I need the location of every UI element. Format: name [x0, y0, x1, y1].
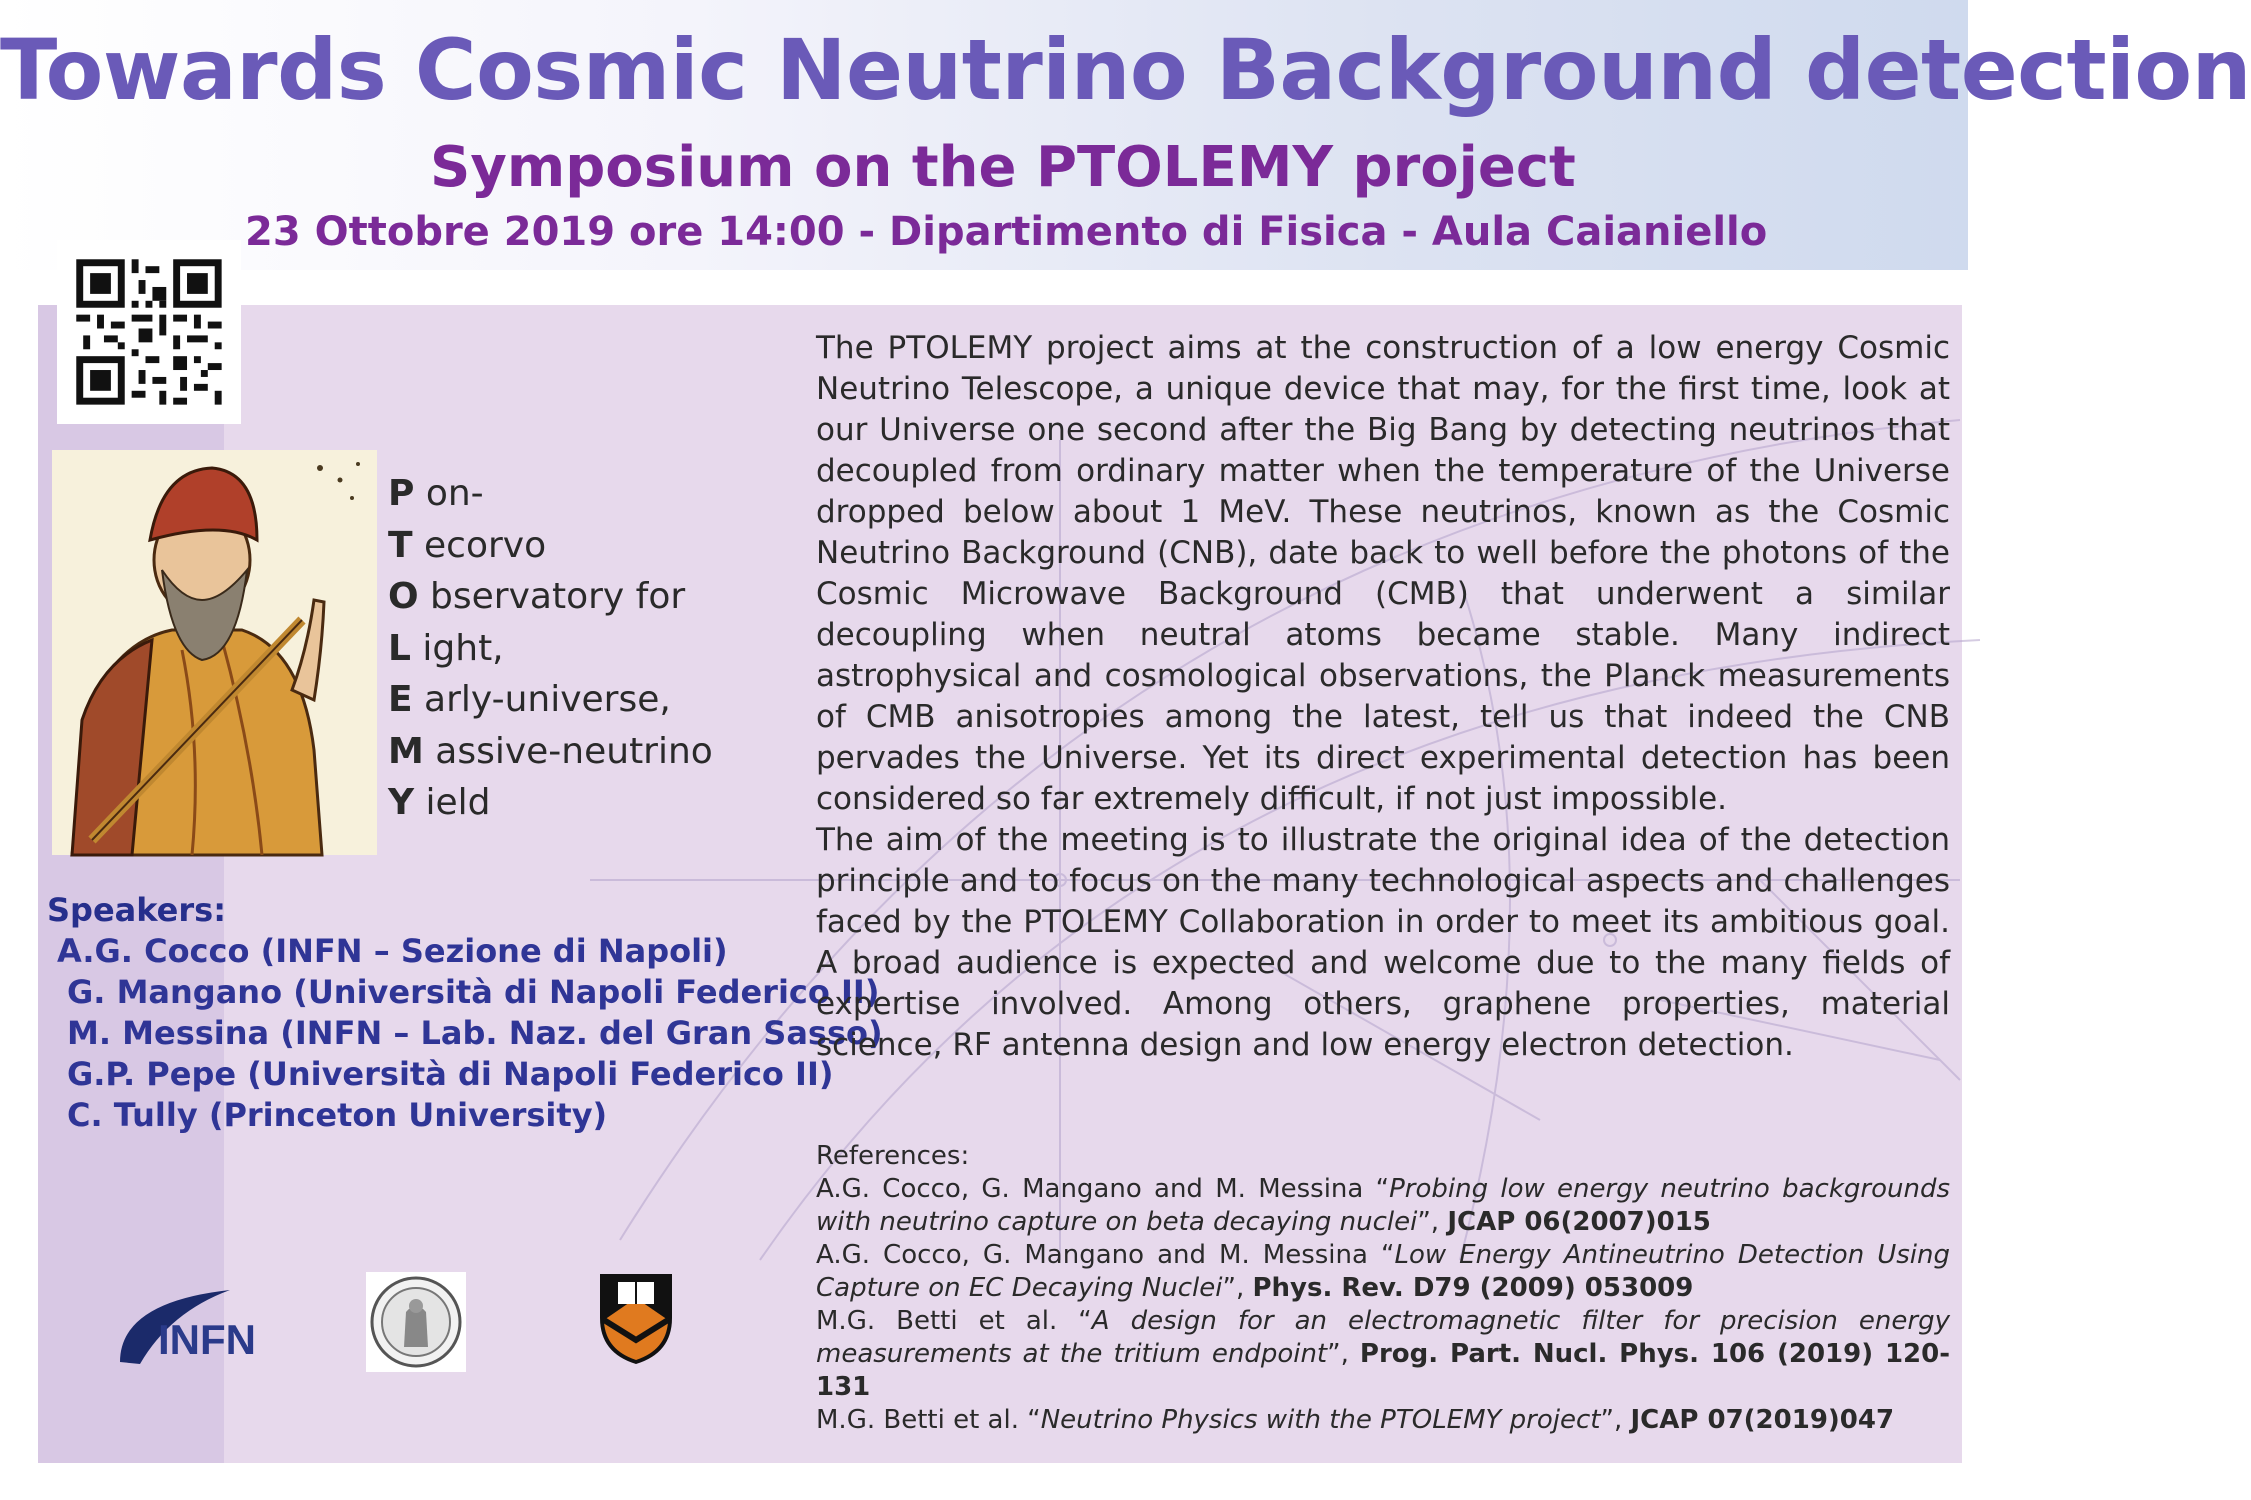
speaker-item: A.G. Cocco (INFN – Sezione di Napoli) — [57, 932, 728, 970]
acronym-word: on- — [414, 473, 484, 514]
speaker-item: C. Tully (Princeton University) — [67, 1096, 608, 1134]
reference-authors: A.G. Cocco, G. Mangano and M. Messina “ — [816, 1174, 1390, 1204]
acronym-letter: L — [388, 627, 411, 669]
reference-title: A design for an electromagnetic filter for precision energy measurements at the tritium endpoint — [816, 1306, 1950, 1369]
speaker-item: M. Messina (INFN – Lab. Naz. del Gran Sasso) — [67, 1014, 883, 1052]
ptolemy-acronym — [388, 468, 728, 829]
reference-separator: ”, — [1327, 1339, 1360, 1369]
acronym-letter: Y — [388, 782, 415, 823]
references-section — [816, 1140, 1950, 1437]
reference-item — [816, 1404, 1950, 1437]
abstract-text — [816, 328, 1950, 1066]
reference-authors: M.G. Betti et al. “ — [816, 1405, 1041, 1435]
acronym-row — [388, 520, 728, 572]
reference-journal: JCAP 07(2019)047 — [1630, 1405, 1895, 1435]
reference-title: Probing low energy neutrino backgrounds with neutrino capture on beta decaying nuclei — [816, 1174, 1950, 1237]
acronym-row — [388, 468, 728, 520]
acronym-letter: E — [388, 679, 413, 720]
qr-code-pattern — [57, 240, 241, 424]
reference-journal: Phys. Rev. D79 (2009) 053009 — [1252, 1273, 1694, 1303]
infn-logo — [110, 1282, 290, 1372]
references-heading: References: — [816, 1141, 970, 1171]
reference-separator: ”, — [1600, 1405, 1631, 1435]
acronym-row — [388, 571, 728, 623]
reference-item — [816, 1239, 1950, 1305]
reference-title: Neutrino Physics with the PTOLEMY project — [1040, 1405, 1601, 1435]
acronym-letter: T — [388, 524, 413, 566]
poster-subtitle: Symposium on the PTOLEMY project — [430, 135, 1576, 200]
reference-item — [816, 1173, 1950, 1239]
poster-title: Towards Cosmic Neutrino Background detection — [0, 21, 2251, 119]
acronym-row — [388, 726, 728, 778]
acronym-letter: M — [388, 730, 424, 772]
reference-separator: ”, — [1417, 1207, 1448, 1237]
reference-item — [816, 1305, 1950, 1404]
speaker-item: G.P. Pepe (Università di Napoli Federico II) — [67, 1055, 834, 1093]
reference-separator: ”, — [1222, 1273, 1253, 1303]
reference-authors: M.G. Betti et al. “ — [816, 1306, 1092, 1336]
reference-authors: A.G. Cocco, G. Mangano and M. Messina “ — [816, 1240, 1395, 1270]
reference-title: Low Energy Antineutrino Detection Using Capture on EC Decaying Nuclei — [816, 1240, 1951, 1303]
acronym-row — [388, 623, 728, 675]
reference-journal: Prog. Part. Nucl. Phys. 106 (2019) 120-131 — [816, 1339, 1951, 1402]
ptolemy-portrait — [52, 450, 377, 855]
acronym-row — [388, 777, 728, 829]
acronym-word: bservatory for — [418, 576, 686, 617]
acronym-word: ight, — [410, 627, 504, 669]
speakers-section — [47, 890, 883, 1136]
acronym-word: assive-neutrino — [423, 730, 713, 772]
acronym-letter: P — [388, 473, 415, 514]
acronym-row — [388, 674, 728, 726]
speaker-item: G. Mangano (Università di Napoli Federico II) — [67, 973, 880, 1011]
acronym-word: ecorvo — [412, 524, 547, 566]
svg-text:INFN: INFN — [158, 1316, 256, 1363]
acronym-word: ield — [414, 782, 491, 823]
acronym-word: arly-universe, — [412, 679, 671, 720]
abstract-paragraph: The aim of the meeting is to illustrate the original idea of the detection principle and to focus on the many technological aspects and challenges faced by the PTOLEMY Collaboration in order to meet its ambitious goal. A broad audience is expected and welcome due to the many fields of expertise involved. Among others, graphene properties, material science, RF antenna design and low energy electron detection. — [816, 822, 1950, 1063]
acronym-letter: O — [388, 576, 419, 617]
naples-university-seal — [366, 1272, 466, 1372]
princeton-shield-logo — [596, 1268, 676, 1368]
reference-journal: JCAP 06(2007)015 — [1447, 1207, 1711, 1237]
event-date-location: 23 Ottobre 2019 ore 14:00 - Dipartimento di Fisica - Aula Caianiello — [245, 209, 1768, 255]
speakers-heading: Speakers: — [47, 891, 226, 929]
qr-code[interactable] — [57, 240, 241, 424]
abstract-paragraph: The PTOLEMY project aims at the construction of a low energy Cosmic Neutrino Telescope, a unique device that may, for the first time, look at our Universe one second after the Big Bang by detecting neutrinos that decoupled from ordinary matter when the temperature of the Universe dropped below about 1 MeV. These neutrinos, known as the Cosmic Neutrino Background (CNB), date back to well before the photons of the Cosmic Microwave Background (CMB) that underwent a similar decoupling when neutral atoms became stable. Many indirect astrophysical and cosmological observations, the Planck measurements of CMB anisotropies among the latest, tell us that indeed the CNB pervades the Universe. Yet its direct experimental detection has been considered so far extremely difficult, if not just impossible. — [816, 330, 1950, 817]
